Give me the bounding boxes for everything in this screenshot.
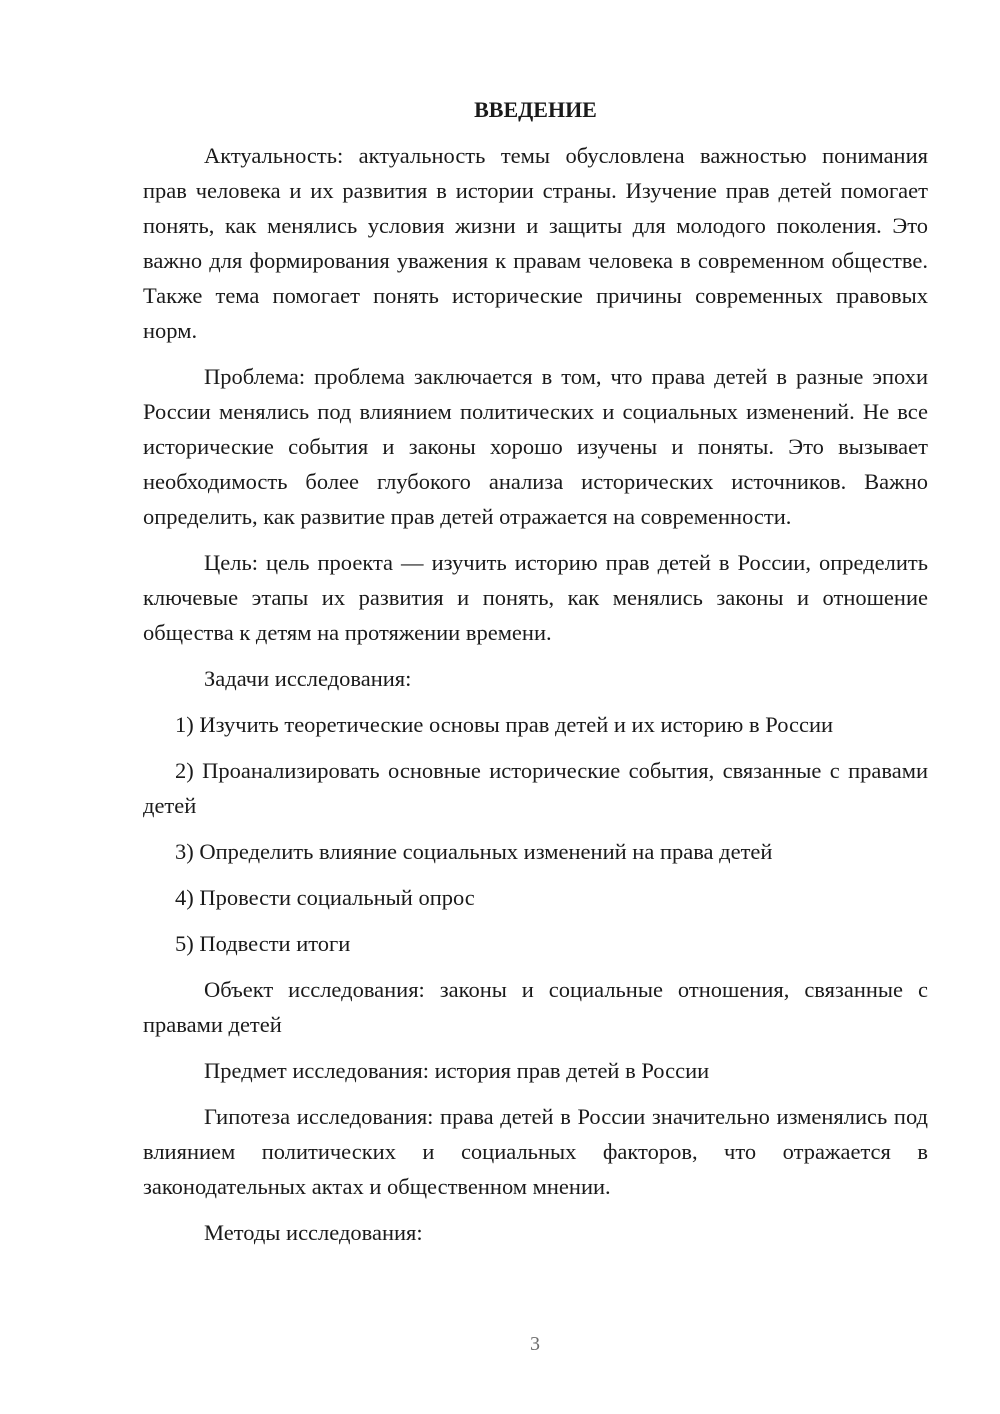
- task-item: 3) Определить влияние социальных изменений на права детей: [175, 839, 773, 864]
- page-number: 3: [530, 1333, 540, 1355]
- task-item: 5) Подвести итоги: [175, 931, 351, 956]
- paragraph-object: Объект исследования: законы и социальные отношения, связанные с правами детей: [143, 977, 928, 1037]
- page-content: [143, 92, 928, 1261]
- paragraph-methods: Методы исследования:: [204, 1220, 423, 1245]
- tasks-heading: Задачи исследования:: [204, 666, 412, 691]
- task-item: 2) Проанализировать основные исторические события, связанные с правами детей: [143, 758, 928, 818]
- paragraph-relevance: Актуальность: актуальность темы обусловлена важностью понимания прав человека и их развития в истории страны. Изучение прав детей помогает понять, как менялись условия жизни и защиты для молодого поколения. Это важно для формирования уважения к правам человека в современном обществе. Также тема помогает понять исторические причины современных правовых норм.: [143, 143, 928, 343]
- section-title: ВВЕДЕНИЕ: [474, 97, 597, 122]
- paragraph-goal: Цель: цель проекта — изучить историю прав детей в России, определить ключевые этапы их развития и понять, как менялись законы и отношение общества к детям на протяжении времени.: [143, 550, 928, 645]
- task-item: 4) Провести социальный опрос: [175, 885, 475, 910]
- task-item: 1) Изучить теоретические основы прав детей и их историю в России: [175, 712, 834, 737]
- paragraph-subject: Предмет исследования: история прав детей в России: [204, 1058, 710, 1083]
- paragraph-hypothesis: Гипотеза исследования: права детей в России значительно изменялись под влиянием политических и социальных факторов, что отражается в законодательных актах и общественном мнении.: [143, 1104, 928, 1199]
- paragraph-problem: Проблема: проблема заключается в том, что права детей в разные эпохи России менялись под влиянием политических и социальных изменений. Не все исторические события и законы хорошо изучены и поняты. Это вызывает необходимость более глубокого анализа исторических источников. Важно определить, как развитие прав детей отражается на современности.: [143, 364, 928, 529]
